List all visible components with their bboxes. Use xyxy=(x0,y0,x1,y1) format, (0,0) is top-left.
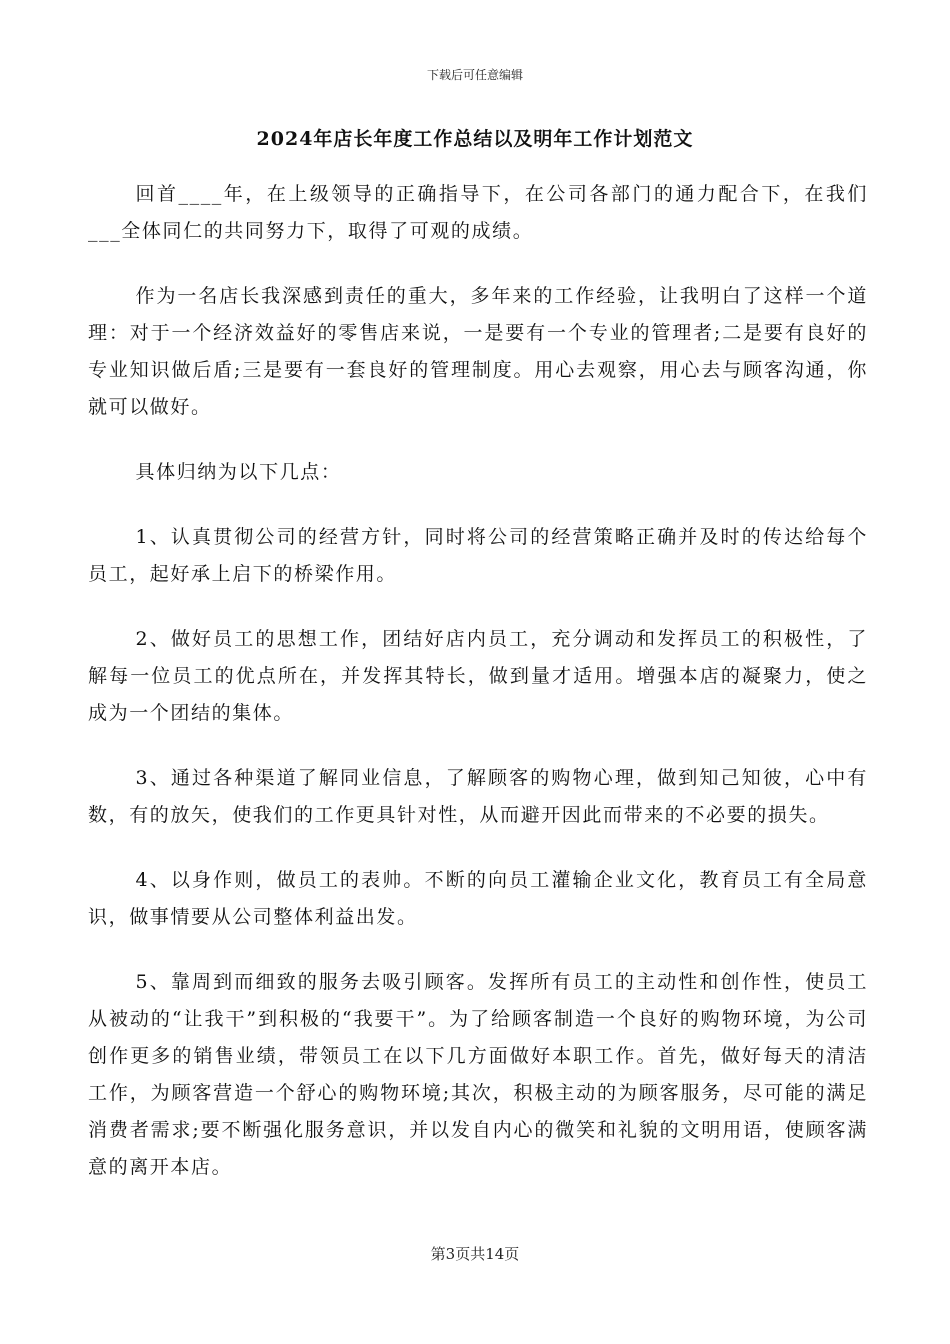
document-body xyxy=(88,176,868,1214)
paragraph-point-2: 2、做好员工的思想工作，团结好店内员工，充分调动和发挥员工的积极性，了解每一位员工的优点所在，并发挥其特长，做到量才适用。增强本店的凝聚力，使之成为一个团结的集体。 xyxy=(88,628,868,724)
document-title: 2024年店长年度工作总结以及明年工作计划范文 xyxy=(256,128,694,150)
paragraph-point-5: 5、靠周到而细致的服务去吸引顾客。发挥所有员工的主动性和创作性，使员工从被动的“让我干”到积极的“我要干”。为了给顾客制造一个良好的购物环境，为公司创作更多的销售业绩，带领员工在以下几方面做好本职工作。首先，做好每天的清洁工作，为顾客营造一个舒心的购物环境;其次，积极主动的为顾客服务，尽可能的满足消费者需求;要不断强化服务意识，并以发自内心的微笑和礼貌的文明用语，使顾客满意的离开本店。 xyxy=(88,971,868,1178)
paragraph-intro: 回首____年，在上级领导的正确指导下，在公司各部门的通力配合下，在我们___全体同仁的共同努力下，取得了可观的成绩。 xyxy=(88,183,868,242)
paragraph-point-1: 1、认真贯彻公司的经营方针，同时将公司的经营策略正确并及时的传达给每个员工，起好承上启下的桥梁作用。 xyxy=(88,526,868,585)
paragraph-responsibility: 作为一名店长我深感到责任的重大，多年来的工作经验，让我明白了这样一个道理：对于一个经济效益好的零售店来说，一是要有一个专业的管理者;二是要有良好的专业知识做后盾;三是要有一套良好的管理制度。用心去观察，用心去与顾客沟通，你就可以做好。 xyxy=(88,285,868,418)
paragraph-point-3: 3、通过各种渠道了解同业信息，了解顾客的购物心理，做到知己知彼，心中有数，有的放矢，使我们的工作更具针对性，从而避开因此而带来的不必要的损失。 xyxy=(88,767,868,826)
header-note: 下载后可任意编辑 xyxy=(426,68,523,82)
paragraph-point-4: 4、以身作则，做员工的表帅。不断的向员工灌输企业文化，教育员工有全局意识，做事情要从公司整体利益出发。 xyxy=(88,869,868,928)
paragraph-summary-lead: 具体归纳为以下几点： xyxy=(135,461,342,483)
page-number-footer: 第3页共14页 xyxy=(430,1245,520,1263)
